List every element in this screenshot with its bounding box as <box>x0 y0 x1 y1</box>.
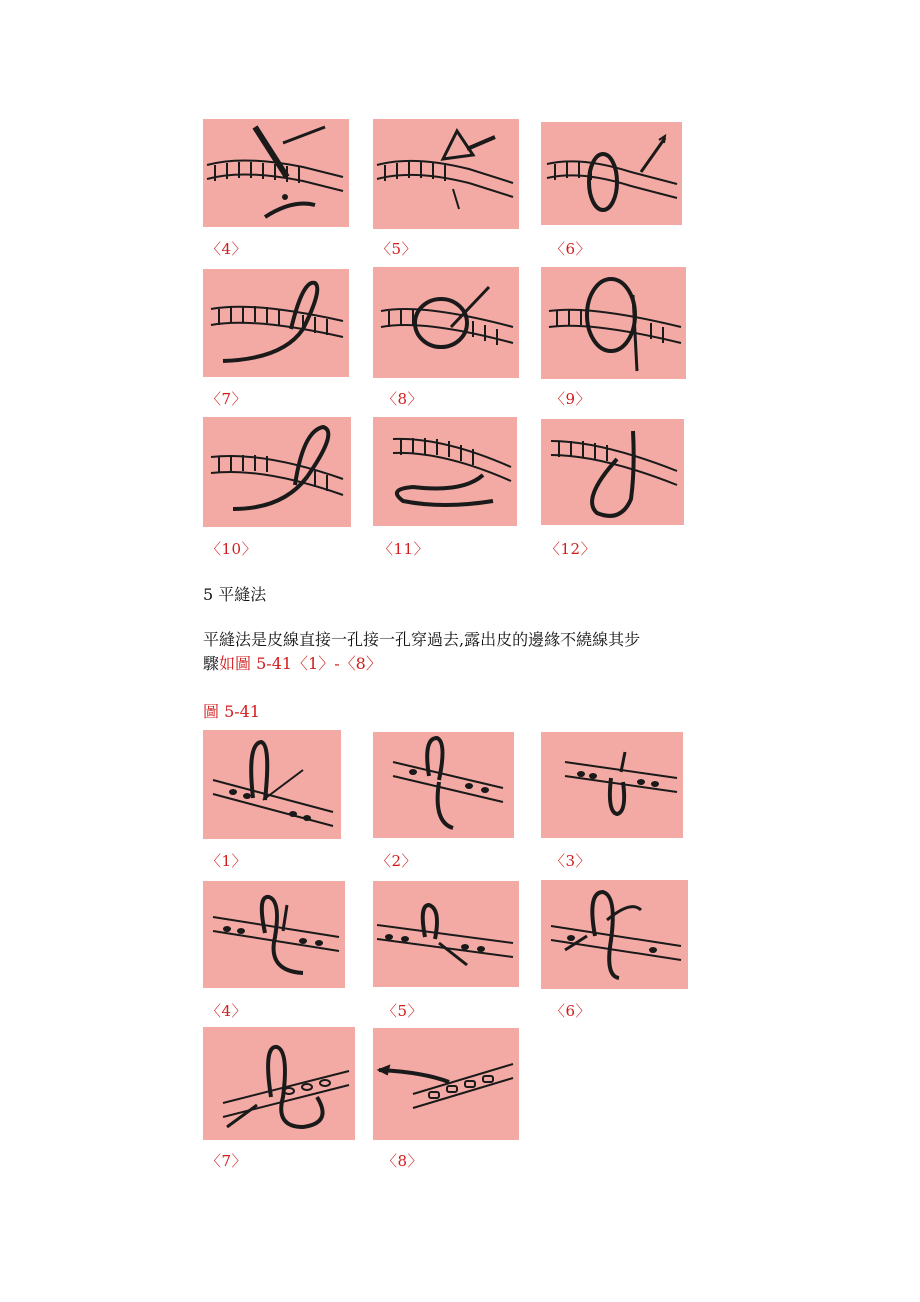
figure-step-12-top <box>541 419 684 525</box>
caption-step-2-bottom: 〈2〉 <box>376 852 418 870</box>
caption-step-5-bottom: 〈5〉 <box>382 1002 424 1020</box>
figure-step-2-bottom <box>373 732 514 838</box>
caption-step-8-bottom: 〈8〉 <box>382 1152 424 1170</box>
paragraph <box>203 628 743 676</box>
caption-step-6-bottom: 〈6〉 <box>550 1002 592 1020</box>
figure-step-6-bottom <box>541 880 688 989</box>
paragraph-line-2 <box>203 652 743 676</box>
figure-reference: 如圖 5-41〈1〉-〈8〉 <box>219 654 382 673</box>
caption-step-9-top: 〈9〉 <box>550 390 592 408</box>
figure-step-11-top <box>373 417 517 526</box>
caption-step-7-top: 〈7〉 <box>206 390 248 408</box>
caption-step-11-top: 〈11〉 <box>378 540 430 558</box>
caption-step-8-top: 〈8〉 <box>382 390 424 408</box>
paragraph-line-1: 平縫法是皮線直接一孔接一孔穿過去,露出皮的邊緣不繞線其步 <box>203 630 641 649</box>
caption-step-4-top: 〈4〉 <box>206 240 248 258</box>
caption-step-5-top: 〈5〉 <box>376 240 418 258</box>
figure-label: 圖 5-41 <box>203 702 261 721</box>
figure-step-8-top <box>373 267 519 378</box>
figure-step-8-bottom <box>373 1028 519 1140</box>
caption-step-3-bottom: 〈3〉 <box>550 852 592 870</box>
caption-step-6-top: 〈6〉 <box>550 240 592 258</box>
caption-step-7-bottom: 〈7〉 <box>206 1152 248 1170</box>
figure-step-7-bottom <box>203 1027 355 1140</box>
figure-step-4-top <box>203 119 349 227</box>
figure-step-1-bottom <box>203 730 341 839</box>
figure-step-10-top <box>203 417 351 527</box>
figure-step-6-top <box>541 122 682 225</box>
figure-step-3-bottom <box>541 732 683 838</box>
caption-step-10-top: 〈10〉 <box>206 540 258 558</box>
figure-step-5-top <box>373 119 519 229</box>
section-heading: 5 平縫法 <box>203 585 267 604</box>
caption-step-4-bottom: 〈4〉 <box>206 1002 248 1020</box>
figure-step-4-bottom <box>203 881 345 988</box>
figure-step-5-bottom <box>373 881 519 987</box>
caption-step-12-top: 〈12〉 <box>545 540 597 558</box>
figure-step-7-top <box>203 269 349 377</box>
figure-step-9-top <box>541 267 686 379</box>
caption-step-1-bottom: 〈1〉 <box>206 852 248 870</box>
paragraph-line-2-prefix: 驟 <box>203 654 220 673</box>
